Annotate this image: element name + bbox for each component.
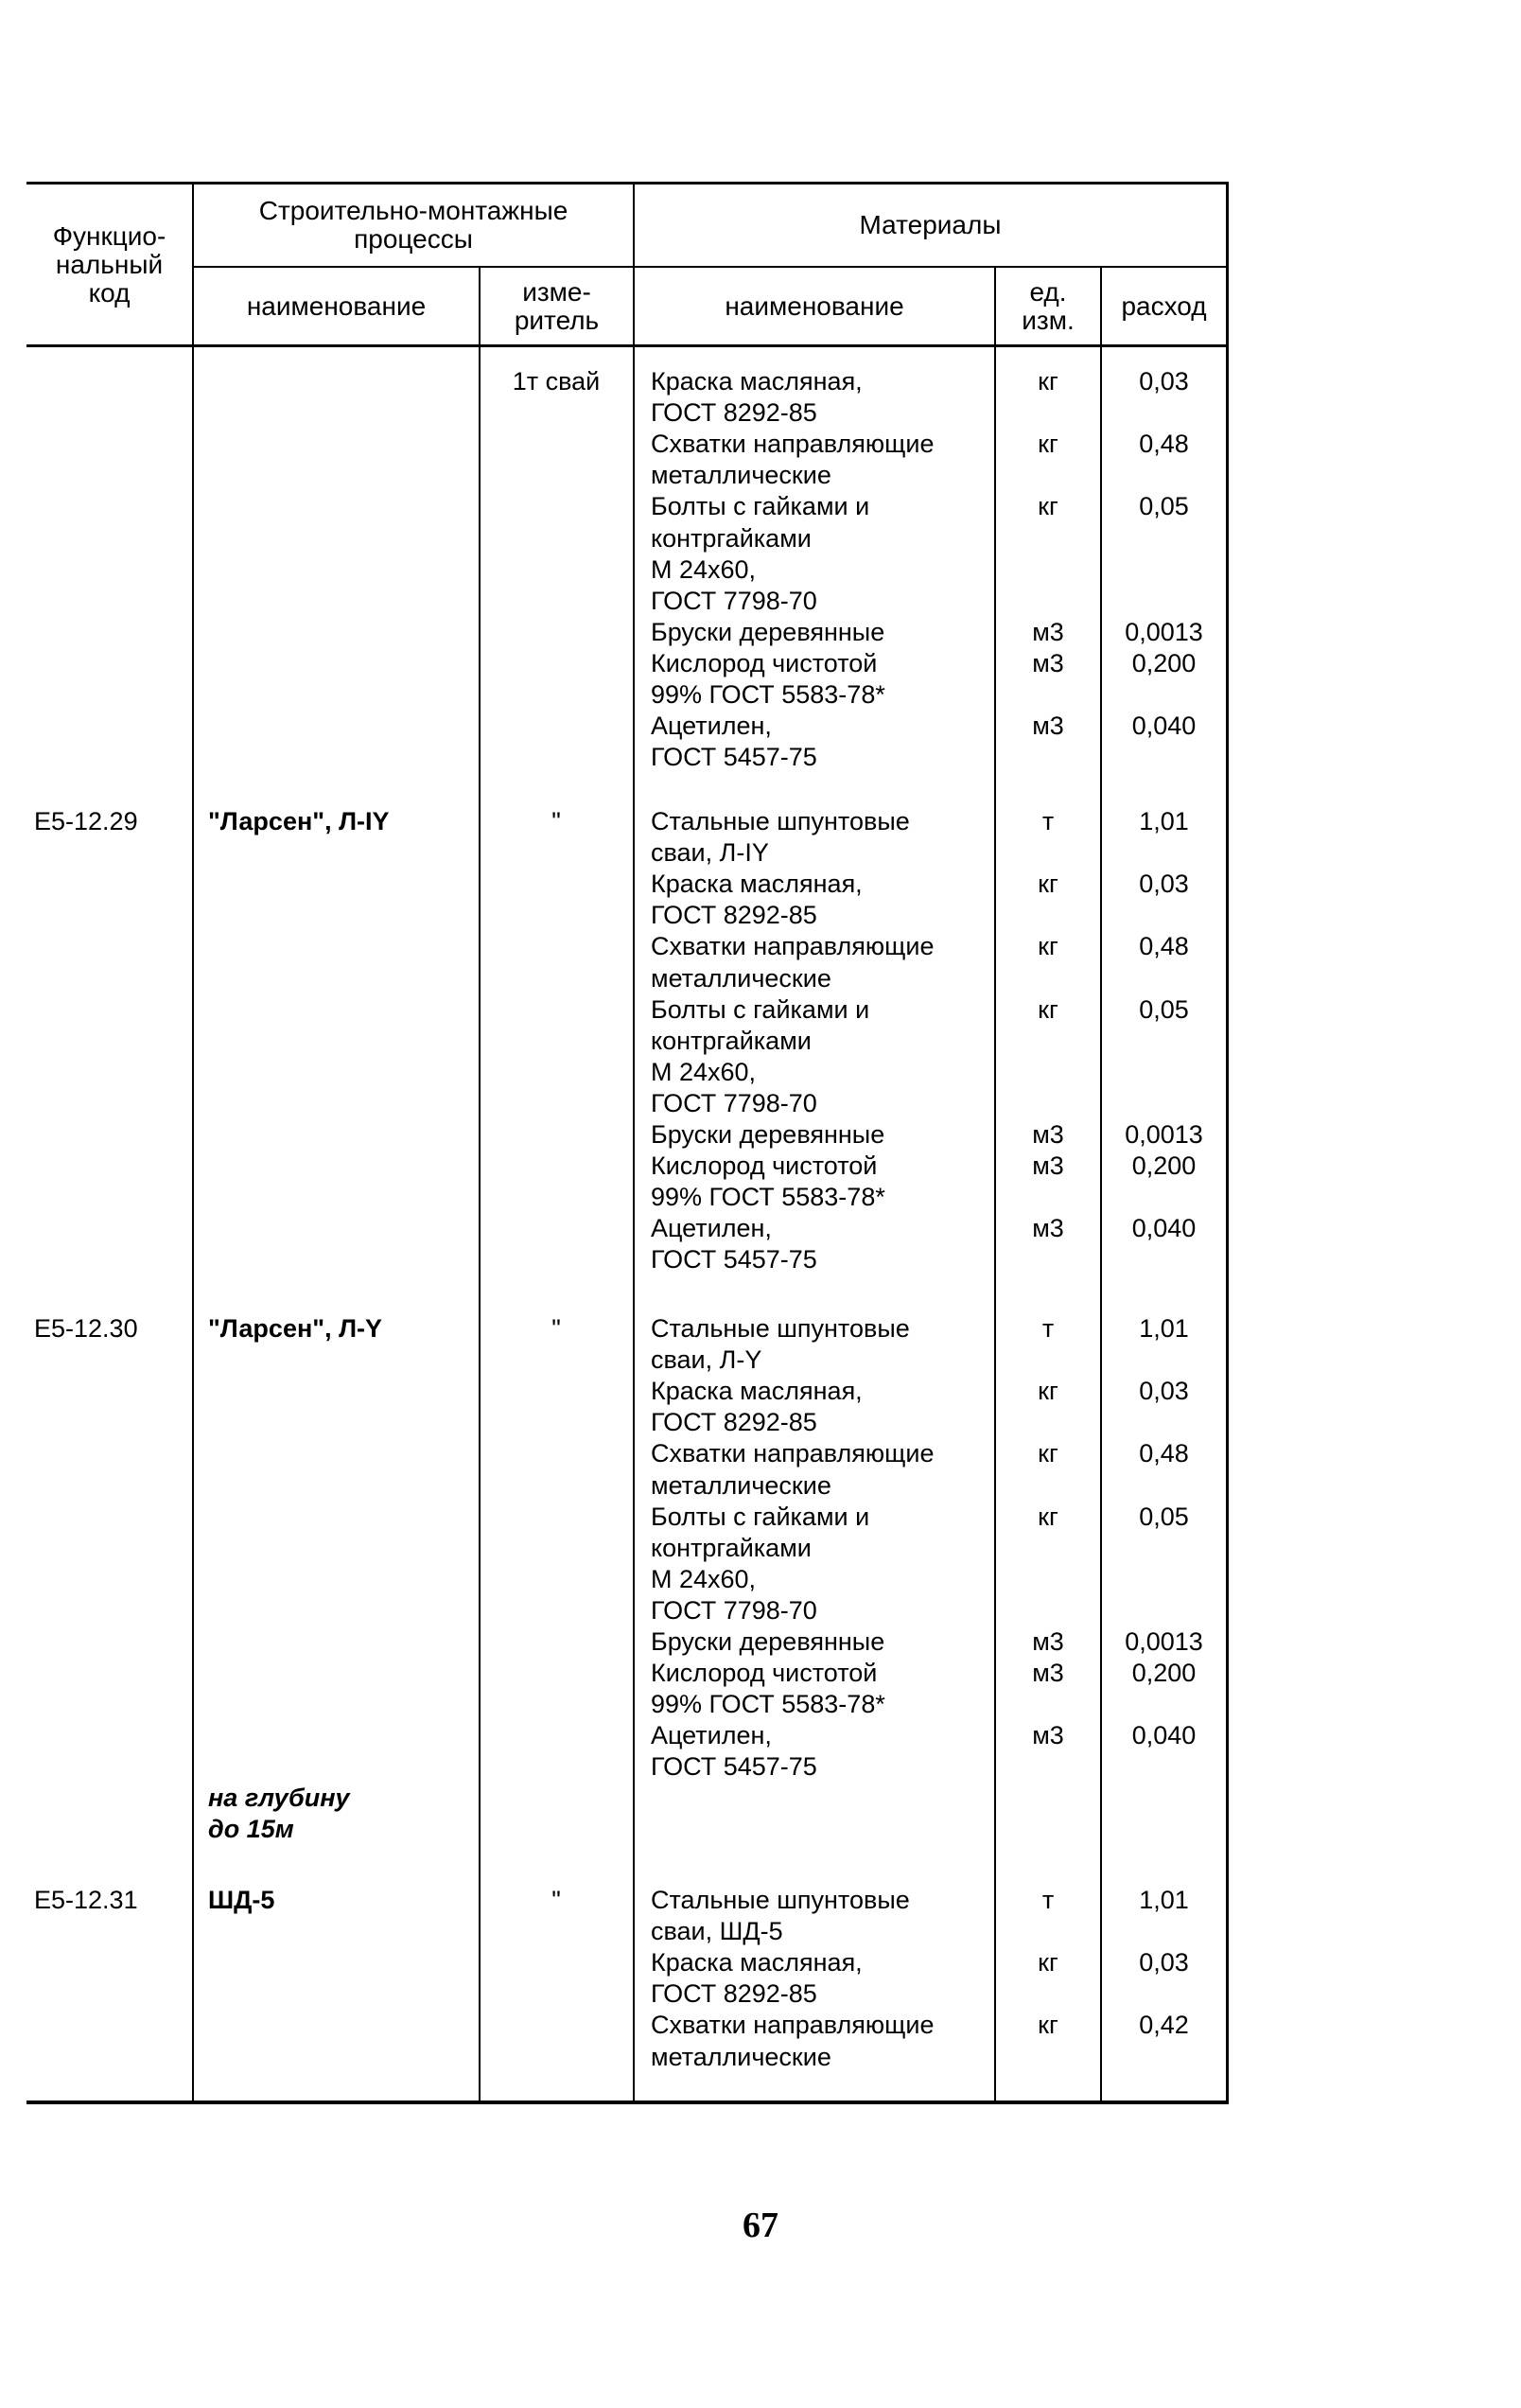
cell-rate: 0,03 xyxy=(1139,367,1189,395)
cell-material: металлические xyxy=(651,2043,831,2071)
cell-code: Е5-12.31 xyxy=(34,1886,138,1914)
cell-material: Бруски деревянные xyxy=(651,618,885,646)
header-mat-rate: расход xyxy=(1121,290,1207,321)
cell-material: сваи, Л-Y xyxy=(651,1345,762,1374)
col-divider-materials xyxy=(633,182,635,2103)
cell-rate: 0,03 xyxy=(1139,870,1189,898)
cell-material: Схватки направляющие xyxy=(651,430,935,458)
header-processes: Строительно-монтажные процессы xyxy=(258,196,568,254)
cell-material: Краска масляная, xyxy=(651,1948,863,1977)
cell-unit: м3 xyxy=(1032,1627,1064,1656)
cell-material: Стальные шпунтовые xyxy=(651,1886,910,1914)
cell-material: ГОСТ 7798-70 xyxy=(651,1089,817,1117)
cell-unit: кг xyxy=(1038,1439,1058,1468)
cell-material: ГОСТ 7798-70 xyxy=(651,1596,817,1625)
cell-material: Кислород чистотой xyxy=(651,1151,878,1180)
cell-material: Схватки направляющие xyxy=(651,1439,935,1468)
cell-unit: т xyxy=(1041,1886,1055,1914)
cell-rate: 1,01 xyxy=(1139,807,1189,835)
cell-process: "Ларсен", Л-IY xyxy=(208,807,390,835)
cell-rate: 0,0013 xyxy=(1125,1627,1203,1656)
cell-rate: 0,040 xyxy=(1131,1721,1197,1749)
cell-material: сваи, ШД-5 xyxy=(651,1917,783,1945)
cell-material: Ацетилен, xyxy=(651,712,772,740)
cell-unit: т xyxy=(1041,807,1055,835)
cell-material: Кислород чистотой xyxy=(651,1659,878,1687)
cell-rate: 1,01 xyxy=(1139,1886,1189,1914)
cell-unit: м3 xyxy=(1032,712,1064,740)
cell-unit: кг xyxy=(1038,2011,1058,2039)
header-mat-unit: ед. изм. xyxy=(1022,276,1075,335)
cell-unit: кг xyxy=(1038,995,1058,1024)
cell-unit: кг xyxy=(1038,1503,1058,1531)
cell-unit: т xyxy=(1041,1314,1055,1343)
cell-material: Бруски деревянные xyxy=(651,1627,885,1656)
cell-rate: 0,48 xyxy=(1139,430,1189,458)
cell-material: М 24х60, xyxy=(651,555,757,584)
header-func-code: Функцио-нальный код xyxy=(52,221,166,308)
cell-material: Болты с гайками и xyxy=(651,995,870,1024)
header-materials: Материалы xyxy=(859,210,1002,239)
cell-material: Краска масляная, xyxy=(651,367,863,395)
cell-unit: м3 xyxy=(1032,618,1064,646)
cell-material: Бруски деревянные xyxy=(651,1120,885,1149)
cell-material: контргайками xyxy=(651,524,812,553)
cell-material: Схватки направляющие xyxy=(651,2011,935,2039)
cell-material: ГОСТ 8292-85 xyxy=(651,1408,817,1436)
cell-material: контргайками xyxy=(651,1534,812,1562)
cell-meter: " xyxy=(551,1886,561,1914)
cell-rate: 0,200 xyxy=(1131,649,1197,677)
cell-material: ГОСТ 8292-85 xyxy=(651,1979,817,2008)
cell-rate: 0,200 xyxy=(1131,1659,1197,1687)
cell-unit: кг xyxy=(1038,932,1058,960)
cell-material: Ацетилен, xyxy=(651,1721,772,1749)
cell-rate: 0,48 xyxy=(1139,1439,1189,1468)
cell-material: Краска масляная, xyxy=(651,870,863,898)
cell-material: ГОСТ 7798-70 xyxy=(651,587,817,615)
cell-unit: м3 xyxy=(1032,1659,1064,1687)
header-proc-unit: изме-ритель xyxy=(514,276,600,335)
cell-unit: кг xyxy=(1038,367,1058,395)
cell-meter: 1т свай xyxy=(512,367,601,395)
cell-meter: " xyxy=(551,1314,561,1343)
cell-material: Ацетилен, xyxy=(651,1214,772,1242)
col-divider-proc-unit xyxy=(479,266,481,2103)
cell-material: Болты с гайками и xyxy=(651,492,870,520)
cell-rate: 0,0013 xyxy=(1125,618,1203,646)
cell-rate: 0,42 xyxy=(1139,2011,1189,2039)
cell-unit: кг xyxy=(1038,1948,1058,1977)
cell-code: Е5-12.30 xyxy=(34,1314,138,1343)
header-bottom-border xyxy=(26,344,1229,347)
cell-material: ГОСТ 8292-85 xyxy=(651,398,817,427)
cell-material: Кислород чистотой xyxy=(651,649,878,677)
cell-process: ШД-5 xyxy=(208,1886,275,1914)
cell-material: ГОСТ 5457-75 xyxy=(651,1245,817,1274)
cell-rate: 0,200 xyxy=(1131,1151,1197,1180)
cell-unit: м3 xyxy=(1032,649,1064,677)
cell-material: Краска масляная, xyxy=(651,1377,863,1405)
cell-rate: 0,05 xyxy=(1139,1503,1189,1531)
cell-unit: м3 xyxy=(1032,1214,1064,1242)
cell-material: ГОСТ 8292-85 xyxy=(651,901,817,929)
page-number: 67 xyxy=(743,2206,778,2245)
cell-material: 99% ГОСТ 5583-78* xyxy=(651,1690,885,1718)
cell-unit: м3 xyxy=(1032,1721,1064,1749)
cell-rate: 0,03 xyxy=(1139,1948,1189,1977)
cell-material: металлические xyxy=(651,461,831,489)
cell-material: ГОСТ 5457-75 xyxy=(651,743,817,771)
cell-material: М 24х60, xyxy=(651,1565,757,1593)
cell-rate: 0,05 xyxy=(1139,995,1189,1024)
cell-process: "Ларсен", Л-Y xyxy=(208,1314,383,1343)
cell-rate: 0,040 xyxy=(1131,1214,1197,1242)
cell-material: металлические xyxy=(651,964,831,993)
cell-unit: м3 xyxy=(1032,1151,1064,1180)
cell-material: Стальные шпунтовые xyxy=(651,1314,910,1343)
cell-unit: кг xyxy=(1038,430,1058,458)
depth-note-line1: на глубину xyxy=(208,1784,350,1812)
cell-material: Болты с гайками и xyxy=(651,1503,870,1531)
cell-material: сваи, Л-IY xyxy=(651,838,769,867)
header-proc-name: наименование xyxy=(246,290,427,321)
cell-unit: м3 xyxy=(1032,1120,1064,1149)
cell-material: металлические xyxy=(651,1471,831,1500)
cell-unit: кг xyxy=(1038,1377,1058,1405)
cell-material: контргайками xyxy=(651,1027,812,1055)
col-divider-mat-unit xyxy=(994,266,996,2103)
col-divider-mat-rate xyxy=(1100,266,1102,2103)
cell-code: Е5-12.29 xyxy=(34,807,138,835)
depth-note-line2: до 15м xyxy=(208,1815,294,1843)
materials-table xyxy=(26,182,1229,2096)
table-top-border xyxy=(26,182,1229,185)
cell-unit: кг xyxy=(1038,870,1058,898)
cell-rate: 0,0013 xyxy=(1125,1120,1203,1149)
cell-rate: 0,03 xyxy=(1139,1377,1189,1405)
cell-rate: 0,48 xyxy=(1139,932,1189,960)
col-divider-code xyxy=(192,182,194,2103)
header-mat-name: наименование xyxy=(725,290,904,321)
table-bottom-border xyxy=(26,2100,1229,2104)
table-right-border xyxy=(1226,182,1229,2103)
cell-material: 99% ГОСТ 5583-78* xyxy=(651,680,885,709)
cell-material: М 24х60, xyxy=(651,1058,757,1086)
cell-material: ГОСТ 5457-75 xyxy=(651,1752,817,1781)
cell-unit: кг xyxy=(1038,492,1058,520)
cell-rate: 1,01 xyxy=(1139,1314,1189,1343)
cell-material: Схватки направляющие xyxy=(651,932,935,960)
cell-rate: 0,05 xyxy=(1139,492,1189,520)
cell-rate: 0,040 xyxy=(1131,712,1197,740)
cell-material: Стальные шпунтовые xyxy=(651,807,910,835)
cell-meter: " xyxy=(551,807,561,835)
cell-material: 99% ГОСТ 5583-78* xyxy=(651,1183,885,1211)
